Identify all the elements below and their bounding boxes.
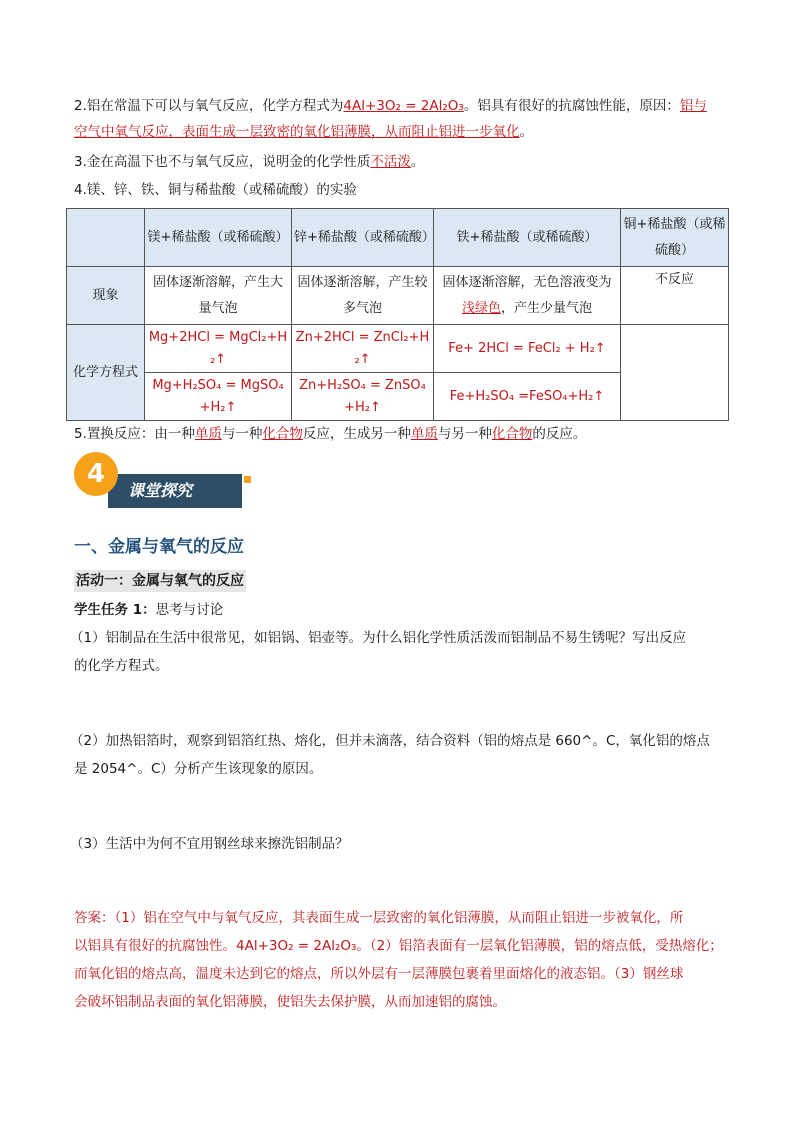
p2-text-a: 2.铝在常温下可以与氧气反应，化学方程式为 [74,98,344,114]
fe-phen-a: 固体逐渐溶解，无色溶液变为 [442,274,612,290]
row-label-phenomenon: 现象 [67,267,145,325]
answer-line3: 而氧化铝的熔点高，温度未达到它的熔点，所以外层有一层薄膜包裹着里面熔化的液态铝。（3）钢丝球 [74,966,684,982]
p5-blank-4: 化合物 [491,426,533,442]
banner-accent-square [244,476,251,483]
banner-title: 课堂探究 [108,474,242,508]
p5-text-f: 的反应。 [532,426,587,442]
paragraph-2-line1 [74,96,707,116]
cell-mg-eq-hcl: Mg+2HCl = MgCl₂+H₂↑ [145,325,292,373]
activity-title: 活动一：金属与氧气的反应 [74,570,246,592]
paragraph-4: 4.镁、锌、铁、铜与稀盐酸（或稀硫酸）的实验 [74,182,357,198]
banner-number-badge: 4 [74,452,118,496]
p2-equation: 4Al+3O₂ = 2Al₂O₃ [343,98,464,114]
paragraph-2-line2 [74,122,533,142]
paragraph-3 [74,152,424,172]
p2-reason-rest: 空气中氧气反应，表面生成一层致密的氧化铝薄膜，从而阻止铝进一步氧化 [74,124,520,140]
task-label: 学生任务 1： [74,602,156,618]
table-corner-cell [67,209,145,267]
p5-blank-3: 单质 [410,426,438,442]
table-row [67,267,729,325]
paragraph-5 [74,424,586,444]
p3-answer: 不活泼 [370,154,411,170]
header-fe: 铁+稀盐酸（或稀硫酸） [434,209,621,267]
question-2-line1: （2）加热铝箔时，观察到铝箔红热、熔化，但并未滴落，结合资料（铝的熔点是 660^。C，氧化铝的熔点 [70,733,710,749]
p5-blank-2: 化合物 [262,426,303,442]
p3-end: 。 [410,154,425,170]
header-mg: 镁+稀盐酸（或稀硫酸） [145,209,292,267]
row-label-equation: 化学方程式 [67,325,145,421]
cell-mg-eq-h2so4: Mg+H₂SO₄ = MgSO₄+H₂↑ [145,373,292,421]
p2-text-b: 。铝具有很好的抗腐蚀性能，原因： [463,98,680,114]
p5-blank-1: 单质 [194,426,222,442]
fe-phen-b: ，产生少量气泡 [501,300,593,316]
question-1-line2: 的化学方程式。 [74,658,169,674]
header-cu: 铜+稀盐酸（或稀硫酸） [621,209,729,267]
answer-line4: 会破坏铝制品表面的氧化铝薄膜，使铝失去保护膜，从而加速铝的腐蚀。 [74,994,506,1010]
cell-fe-phenomenon [434,267,621,325]
question-2-line2: 是 2054^。C）分析产生该现象的原因。 [74,761,323,777]
cell-cu-phenomenon: 不反应 [621,267,729,325]
answer-line1: 答案：（1）铝在空气中与氧气反应，其表面生成一层致密的氧化铝薄膜，从而阻止铝进一步被氧化，所 [74,910,684,926]
cell-mg-phenomenon: 固体逐渐溶解，产生大量气泡 [145,267,292,325]
header-zn: 锌+稀盐酸（或稀硫酸） [292,209,434,267]
p5-text-c: 与一种 [221,426,263,442]
section-banner [74,452,254,508]
cell-zn-eq-h2so4: Zn+H₂SO₄ = ZnSO₄+H₂↑ [292,373,434,421]
cell-fe-eq-h2so4: Fe+H₂SO₄ =FeSO₄+H₂↑ [434,373,621,421]
table-row [67,325,729,373]
cell-zn-eq-hcl: Zn+2HCl = ZnCl₂+H₂↑ [292,325,434,373]
cell-cu-equation [621,325,729,421]
p5-text-a: 5.置换反应：由一种 [74,426,195,442]
p2-end: 。 [519,124,533,140]
table-header-row [67,209,729,267]
p3-text: 3.金在高温下也不与氧气反应，说明金的化学性质 [74,154,371,170]
p2-reason-start: 铝与 [679,98,707,114]
p5-text-d: 反应，生成另一种 [302,426,411,442]
p5-text-e: 与另一种 [437,426,492,442]
question-1-line1: （1）铝制品在生活中很常见，如铝锅、铝壶等。为什么铝化学性质活泼而铝制品不易生锈呢？写出反应 [70,630,687,646]
question-3: （3）生活中为何不宜用钢丝球来擦洗铝制品？ [70,836,349,852]
cell-zn-phenomenon: 固体逐渐溶解，产生较多气泡 [292,267,434,325]
task-text: 思考与讨论 [155,602,224,618]
metal-acid-table [66,208,729,421]
answer-line2: 以铝具有很好的抗腐蚀性。4Al+3O₂ = 2Al₂O₃。（2）铝箔表面有一层氧化铝薄膜，铝的熔点低，受热熔化； [74,938,723,954]
fe-phen-color: 浅绿色 [461,300,501,316]
cell-fe-eq-hcl: Fe+ 2HCl = FeCl₂ + H₂↑ [434,325,621,373]
section-title: 一、金属与氧气的反应 [74,537,244,557]
task-line [74,600,223,620]
